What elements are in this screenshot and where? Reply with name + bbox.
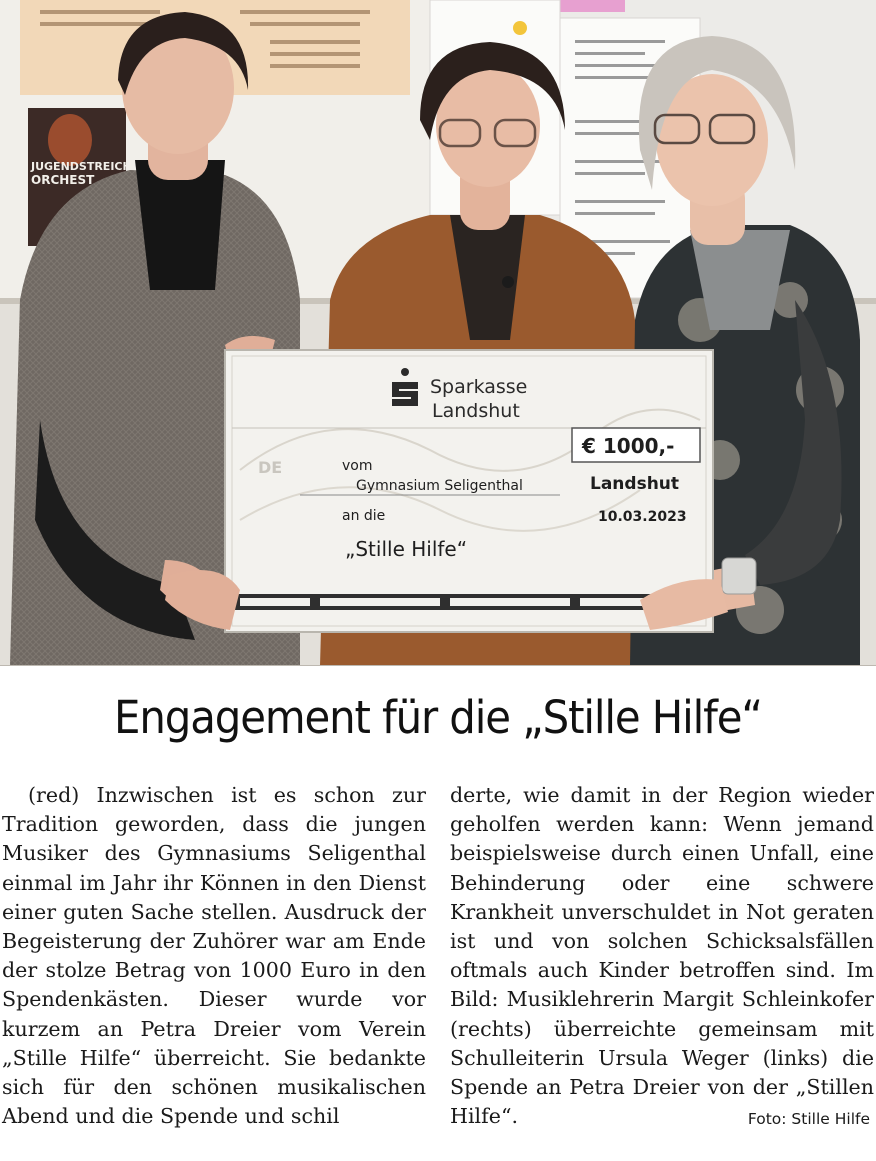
article-text-right-column (450, 781, 874, 1134)
article-text-left-column: (red) Inzwischen ist es schon zur Tradition geworden, dass die jungen Musiker des Gymnasiums Seligenthal einmal im Jahr ihr Können in den Dienst einer guten Sache stellen. Ausdruck der Begeisterung der Zuhörer war am Ende der stolze Betrag von 1000 Euro in den Spendenkästen. Dieser wurde vor kurzem an Petra Dreier vom Verein „Stille Hilfe“ überreicht. Sie bedankte sich für den schönen musikalischen Abend und die Spende und schil (2, 783, 426, 1129)
article-headline: Engagement für die „Stille Hilfe“ (114, 691, 762, 744)
poster-title-1: JUGENDSTREICH (31, 160, 132, 173)
cheque-bank-name: Sparkasse (430, 376, 528, 398)
photo-credit: Foto: Stille Hilfe (747, 1110, 870, 1129)
cheque-place: Landshut (590, 474, 680, 494)
cheque-date: 10.03.2023 (598, 509, 687, 525)
cheque-country: DE (258, 458, 283, 477)
cheque-vom: vom (342, 458, 373, 474)
cheque-bank-city: Landshut (432, 400, 520, 422)
cheque-amount: € 1000,- (582, 434, 675, 458)
cheque-payee: „Stille Hilfe“ (345, 537, 468, 561)
cheque-an-die: an die (342, 508, 386, 524)
donation-cheque (225, 350, 713, 632)
poster-title-2: ORCHEST (31, 173, 95, 187)
article-text-right: derte, wie damit in der Region wieder geholfen werden kann: Wenn jemand beispielsweise durch einen Unfall, eine Behinderung oder eine schwere Krankheit unverschuldet in Not geraten ist und von solchen Schicksalsfällen oftmals auch Kinder betroffen sind. Im Bild: Musiklehrerin Margit Schleinkofer (rechts) überreichte gemeinsam mit Schulleiterin Ursula Weger (links) die Spende an Petra Dreier von der „Stillen Hilfe“. (450, 783, 874, 1129)
cheque-payer: Gymnasium Seligenthal (356, 478, 523, 494)
